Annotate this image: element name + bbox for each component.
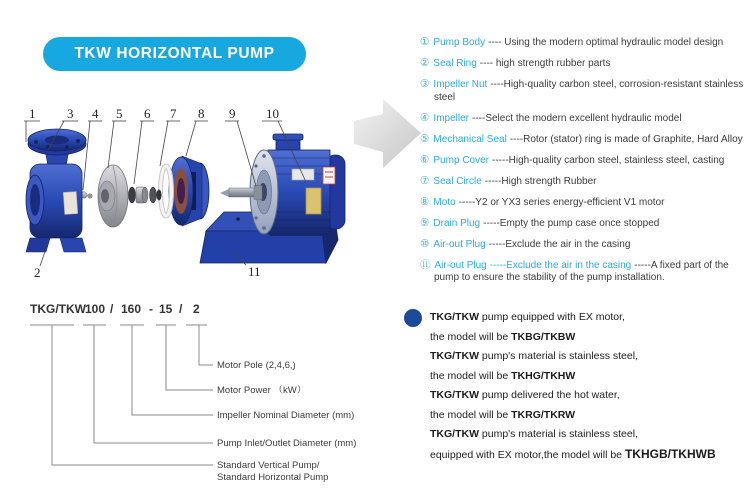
seal-circle-illustration (161, 166, 172, 216)
part-number-badge: ② (420, 57, 430, 69)
model-separator: - (149, 302, 153, 316)
callout-1: 1 (29, 106, 36, 121)
note-model-code: TKG/TKW (430, 389, 479, 401)
part-list-item-2 (420, 57, 754, 71)
callout-2: 2 (34, 265, 41, 280)
tree-label-standard-horizontal: Standard Horizontal Pump (217, 472, 329, 483)
part-list-item-1 (420, 36, 754, 50)
callout-9: 9 (229, 106, 236, 121)
part-number-badge: ⑩ (420, 237, 430, 250)
tree-label-impeller-diameter: Impeller Nominal Diameter (mm) (217, 410, 355, 421)
callout-4: 4 (92, 106, 99, 121)
note-text: pump delivered the hot water, (479, 389, 620, 401)
part-name: Pump Body (433, 37, 486, 48)
part-number-badge: ⑤ (420, 132, 430, 145)
note-model-code: TKG/TKW (430, 350, 479, 362)
part-number-badge: ⑪ (420, 258, 431, 271)
note-text: equipped with EX motor,the model will be (430, 448, 625, 461)
note-line-1 (430, 311, 752, 324)
model-code-tree (0, 295, 380, 500)
callout-6: 6 (144, 106, 151, 121)
pump-body-illustration (26, 129, 86, 252)
note-line-8 (430, 448, 752, 462)
callout-8: 8 (198, 106, 205, 121)
part-description: ---- high strength rubber parts (479, 58, 611, 69)
part-number-badge: ⑧ (420, 195, 430, 208)
note-model-code: TKRG/TKRW (511, 408, 576, 421)
callout-5: 5 (116, 106, 123, 121)
part-list-item-11 (420, 259, 754, 285)
note-text: the model will be (430, 369, 512, 382)
model-power: 15 (159, 302, 173, 316)
part-name: Impeller Nut (433, 79, 488, 90)
part-number-badge: ③ (420, 78, 430, 90)
callout-3: 3 (67, 106, 74, 121)
tree-label-standard-vertical: Standard Vertical Pump/ (217, 460, 320, 471)
part-number-badge: ⑨ (420, 216, 430, 229)
tree-label-inlet-outlet-diameter: Pump Inlet/Outlet Diameter (mm) (217, 438, 357, 449)
model-inlet: 100 (85, 302, 106, 316)
callout-11: 11 (248, 264, 261, 279)
part-description: -----High-quality carbon steel, stainless steel, casting (492, 154, 725, 166)
part-description: -----Exclude the air in the casing (488, 238, 631, 250)
note-text: pump's material is stainless steel, (479, 428, 638, 440)
motor-illustration (250, 134, 345, 236)
note-model-code: TKHG/TKHW (511, 369, 576, 382)
part-list-item-5 (420, 133, 754, 147)
part-name: Air-out Plug -----Exclude the air in the casing (434, 259, 632, 271)
part-list-item-10 (420, 238, 754, 252)
note-line-5 (430, 389, 752, 402)
part-list-item-4 (420, 112, 754, 126)
note-text: the model will be (430, 408, 512, 421)
part-name: Moto (433, 196, 456, 208)
part-description: ----High-quality carbon steel, corrosion-resistant stainless steel (434, 79, 744, 103)
part-name: Mechanical Seal (433, 133, 507, 145)
part-name: Pump Cover (433, 154, 489, 166)
part-list-item-9 (420, 217, 754, 231)
tree-label-motor-power: Motor Power （kW） (217, 385, 307, 396)
model-separator: / (110, 302, 114, 316)
part-description: -----Y2 or YX3 series energy-efficient V1 motor (458, 196, 665, 208)
part-number-badge: ⑥ (420, 153, 430, 166)
part-name: Seal Ring (433, 58, 477, 69)
model-separator: / (179, 302, 183, 316)
note-model-code: TKHGB/TKHWB (624, 446, 716, 461)
part-list-item-6 (420, 154, 754, 168)
part-description: -----A fixed part of the pump to ensure the stability of the pump installation. (434, 259, 729, 283)
note-line-6 (430, 409, 752, 422)
arrow-icon (350, 92, 425, 177)
bullet-icon (404, 309, 422, 327)
callout-7: 7 (170, 106, 177, 121)
motor-nameplate (306, 188, 321, 214)
note-model-code: TKBG/TKBW (511, 330, 576, 343)
part-name: Air-out Plug (433, 238, 486, 250)
motor-label-white (292, 169, 314, 180)
part-description: -----Empty the pump case once stopped (483, 217, 660, 229)
pump-cover-illustration (169, 156, 209, 226)
note-line-3 (430, 350, 752, 363)
mechanical-seal-illustration (129, 187, 162, 203)
part-number-badge: ④ (420, 111, 430, 124)
part-list-item-7 (420, 175, 754, 189)
title-banner (43, 37, 306, 71)
tree-label-motor-pole: Motor Pole (2,4,6,) (217, 360, 296, 371)
note-text: the model will be (430, 330, 512, 343)
model-code-segments (30, 302, 200, 316)
page-title: TKW HORIZONTAL PUMP (74, 45, 275, 62)
parts-legend (420, 36, 754, 285)
impeller-illustration (98, 165, 128, 227)
model-impeller: 160 (121, 302, 142, 316)
part-name: Seal Circle (433, 175, 482, 187)
shaft-illustration (220, 186, 262, 200)
part-description: ----Rotor (stator) ring is made of Graphite, Hard Alloy (509, 133, 743, 145)
note-line-4 (430, 370, 752, 383)
note-line-2 (430, 331, 752, 344)
part-name: Drain Plug (433, 217, 481, 229)
model-pole: 2 (193, 302, 200, 316)
callout-10: 10 (266, 106, 279, 121)
model-notes (430, 311, 752, 461)
tree-labels (217, 360, 356, 483)
note-text: pump's material is stainless steel, (479, 350, 638, 362)
part-list-item-8 (420, 196, 754, 210)
motor-label-red (323, 167, 335, 184)
model-series: TKG/TKW (30, 302, 86, 316)
note-model-code: TKG/TKW (430, 428, 479, 440)
note-model-code: TKG/TKW (430, 311, 479, 323)
part-description: -----High strength Rubber (484, 175, 597, 187)
part-name: Impeller (433, 112, 469, 124)
part-description: ----Select the modern excellent hydraulic model (472, 112, 682, 124)
part-number-badge: ① (420, 36, 430, 48)
part-list-item-3 (420, 78, 754, 104)
part-description: ---- Using the modern optimal hydraulic model design (488, 37, 724, 48)
tree-lines (30, 325, 213, 465)
impeller-nut-illustration (81, 192, 92, 198)
note-line-7 (430, 428, 752, 441)
part-number-badge: ⑦ (420, 174, 430, 187)
note-text: pump equipped with EX motor, (479, 311, 625, 323)
